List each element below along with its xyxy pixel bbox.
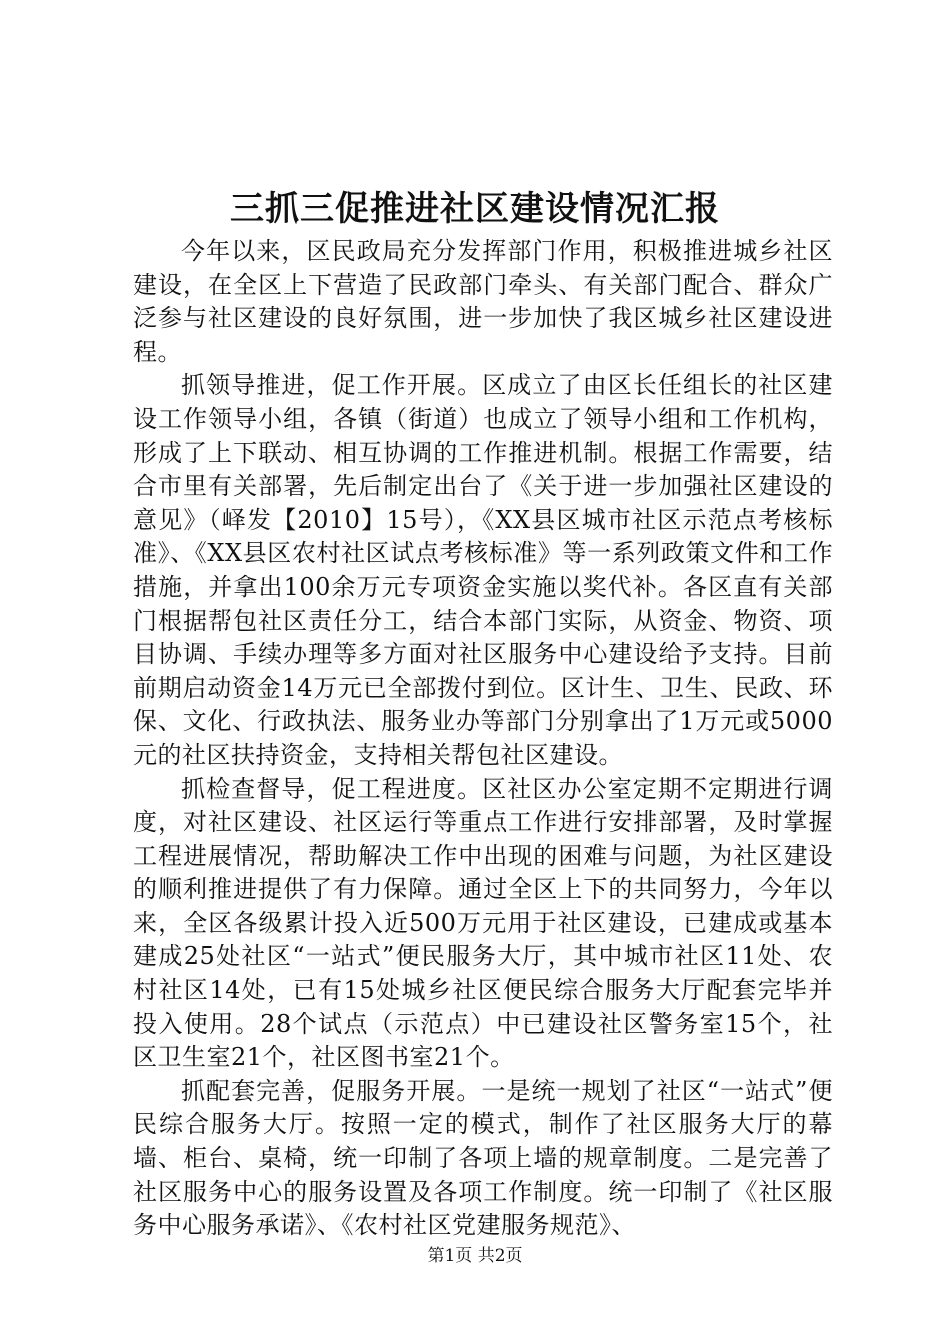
document-title: 三抓三促推进社区建设情况汇报 (230, 189, 720, 229)
page-number-footer: 第1页 共2页 (427, 1246, 523, 1266)
paragraph-leadership: 抓领导推进，促工作开展。区成立了由区长任组长的社区建设工作领导小组，各镇（街道）也成立了领导小组和工作机构，形成了上下联动、相互协调的工作推进机制。根据工作需要，结合市里有关部署，先后制定出台了《关于进一步加强社区建设的意见》（峄发【2010】15号），《XX县区城市社区示范点考核标准》、《XX县区农村社区试点考核标准》等一系列政策文件和工作措施，并拿出100余万元专项资金实施以奖代补。各区直有关部门根据帮包社区责任分工，结合本部门实际，从资金、物资、项目协调、手续办理等多方面对社区服务中心建设给予支持。目前前期启动资金14万元已全部拨付到位。区计生、卫生、民政、环保、文化、行政执法、服务业办等部门分别拿出了1万元或5000元的社区扶持资金，支持相关帮包社区建设。 (133, 371, 833, 769)
paragraph-facilities: 抓配套完善，促服务开展。一是统一规划了社区“一站式”便民综合服务大厅。按照一定的模式，制作了社区服务大厅的幕墙、柜台、桌椅，统一印制了各项上墙的规章制度。二是完善了社区服务中心的服务设置及各项工作制度。统一印制了《社区服务中心服务承诺》、《农村社区党建服务规范》、 (133, 1076, 833, 1240)
paragraph-intro: 今年以来，区民政局充分发挥部门作用，积极推进城乡社区建设，在全区上下营造了民政部门牵头、有关部门配合、群众广泛参与社区建设的良好氛围，进一步加快了我区城乡社区建设进程。 (133, 237, 833, 366)
paragraph-inspection: 抓检查督导，促工程进度。区社区办公室定期不定期进行调度，对社区建设、社区运行等重点工作进行安排部署，及时掌握工程进展情况，帮助解决工作中出现的困难与问题，为社区建设的顺利推进提供了有力保障。通过全区上下的共同努力，今年以来，全区各级累计投入近500万元用于社区建设，已建成或基本建成25处社区“一站式”便民服务大厅，其中城市社区11处、农村社区14处，已有15处城乡社区便民综合服务大厅配套完毕并投入使用。28个试点（示范点）中已建设社区警务室15个，社区卫生室21个，社区图书室21个。 (133, 774, 833, 1072)
document-body (133, 235, 833, 1243)
